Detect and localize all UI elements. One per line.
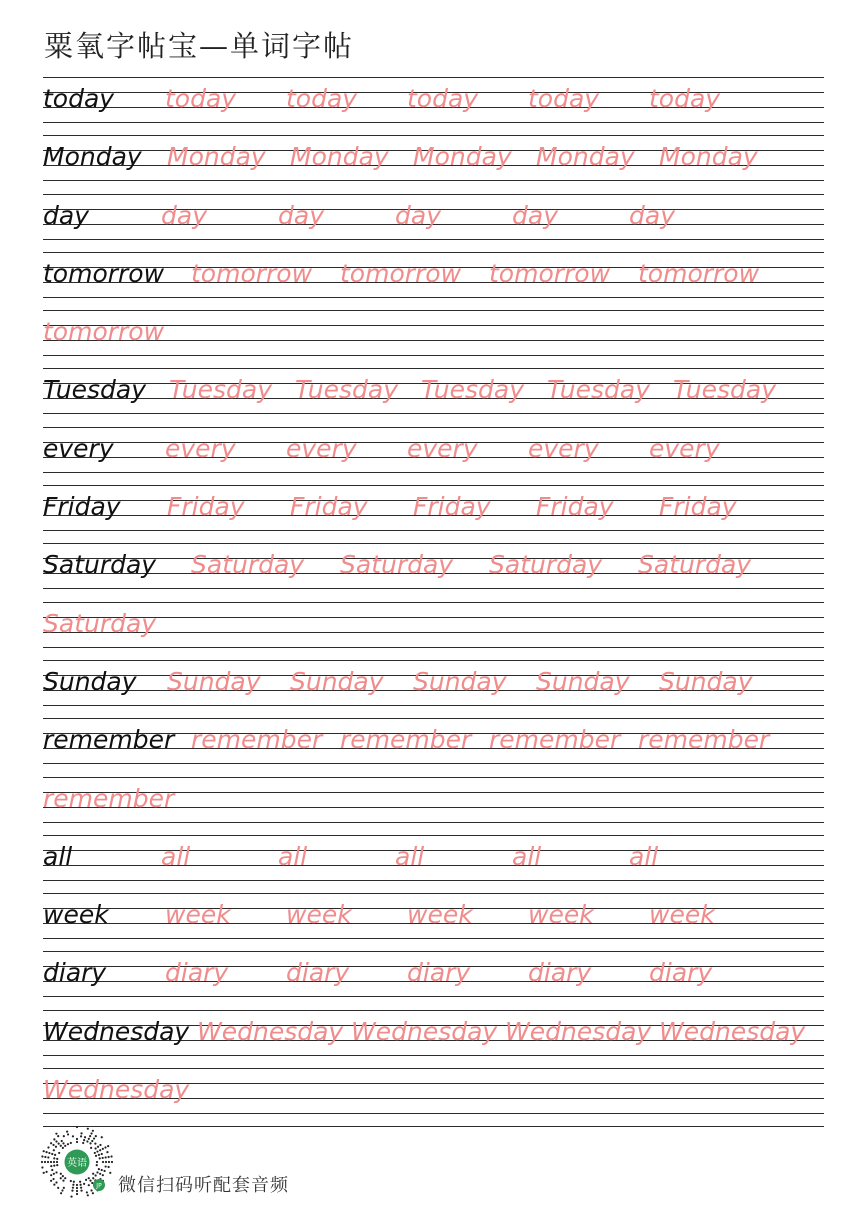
model-word: tomorrow: [43, 258, 165, 288]
trace-word: all: [629, 841, 659, 871]
trace-word: Saturday: [340, 550, 454, 580]
model-word: Monday: [43, 142, 142, 172]
model-word: Wednesday: [43, 1016, 190, 1046]
trace-word: Wednesday: [351, 1016, 498, 1046]
model-word: today: [43, 84, 115, 113]
practice-row: [43, 893, 824, 951]
trace-word: week: [286, 900, 352, 930]
ruling-line: [43, 602, 824, 603]
ruling-line: [43, 893, 824, 894]
trace-word: tomorrow: [340, 258, 462, 288]
trace-word: remember: [191, 725, 323, 755]
page-title: 粟氧字帖宝—单词字帖: [44, 29, 355, 63]
trace-word: day: [161, 200, 207, 230]
trace-word: today: [286, 84, 358, 113]
practice-row: [43, 718, 824, 776]
trace-word: Wednesday: [659, 1016, 806, 1046]
ruling-line: [43, 368, 824, 369]
practice-row: [43, 1010, 824, 1068]
trace-word: remember: [340, 725, 472, 755]
trace-word: every: [649, 433, 720, 463]
practice-row: [43, 777, 824, 835]
trace-word: all: [278, 841, 308, 871]
trace-word: Friday: [290, 492, 368, 522]
ruling-line: [43, 355, 824, 356]
ruling-line: [43, 996, 824, 997]
ruling-line: [43, 413, 824, 414]
ruling-line: [43, 951, 824, 952]
trace-word: Tuesday: [421, 375, 524, 405]
ruling-line: [43, 660, 824, 661]
ruling-line: [43, 647, 824, 648]
trace-word: week: [649, 900, 715, 930]
trace-word: Sunday: [536, 666, 630, 696]
trace-word: Monday: [413, 142, 512, 172]
ruling-line: [43, 588, 824, 589]
ruling-line: [43, 530, 824, 531]
trace-word: tomorrow: [638, 258, 760, 288]
ruling-line: [43, 239, 824, 240]
trace-word: Monday: [536, 142, 635, 172]
practice-row: [43, 660, 824, 718]
trace-word: tomorrow: [489, 258, 611, 288]
model-word: Tuesday: [43, 375, 146, 405]
trace-word: every: [165, 433, 236, 463]
trace-word: day: [629, 200, 675, 230]
ruling-line: [43, 1113, 824, 1114]
ruling-line: [43, 135, 824, 136]
trace-word: diary: [649, 958, 713, 988]
ruling-line: [43, 938, 824, 939]
trace-word: all: [512, 841, 542, 871]
ruling-line: [43, 297, 824, 298]
trace-word: today: [407, 84, 479, 113]
trace-word: Friday: [167, 492, 245, 522]
trace-word: Tuesday: [295, 375, 398, 405]
ruling-line: [43, 1068, 824, 1069]
trace-word: day: [395, 200, 441, 230]
trace-word: diary: [528, 958, 592, 988]
trace-word: Saturday: [489, 550, 603, 580]
trace-word: Sunday: [659, 666, 753, 696]
trace-word: diary: [286, 958, 350, 988]
trace-word: Saturday: [43, 608, 157, 638]
trace-word: Friday: [413, 492, 491, 522]
practice-row: [43, 602, 824, 660]
qr-code[interactable]: [40, 1126, 114, 1200]
trace-word: week: [165, 900, 231, 930]
trace-word: Tuesday: [169, 375, 272, 405]
trace-word: tomorrow: [43, 317, 165, 347]
ruling-line: [43, 252, 824, 253]
trace-word: Saturday: [638, 550, 752, 580]
trace-word: Wednesday: [505, 1016, 652, 1046]
trace-word: Friday: [659, 492, 737, 522]
ruling-line: [43, 543, 824, 544]
trace-word: remember: [638, 725, 770, 755]
trace-word: Monday: [290, 142, 389, 172]
trace-word: Friday: [536, 492, 614, 522]
practice-row: [43, 310, 824, 368]
model-word: Friday: [43, 492, 121, 522]
practice-row: [43, 135, 824, 193]
model-word: week: [43, 900, 109, 930]
ruling-line: [43, 880, 824, 881]
ruling-line: [43, 777, 824, 778]
trace-word: every: [286, 433, 357, 463]
model-word: day: [43, 200, 89, 230]
trace-word: Sunday: [290, 666, 384, 696]
practice-sheet: [43, 77, 824, 1127]
trace-word: tomorrow: [191, 258, 313, 288]
ruling-line: [43, 180, 824, 181]
trace-word: Wednesday: [197, 1016, 344, 1046]
trace-word: all: [395, 841, 425, 871]
trace-word: Tuesday: [673, 375, 776, 405]
ruling-line: [43, 194, 824, 195]
trace-word: every: [407, 433, 478, 463]
ruling-line: [43, 310, 824, 311]
practice-row: [43, 252, 824, 310]
ruling-line: [43, 632, 824, 633]
trace-word: Monday: [167, 142, 266, 172]
footer-caption: 微信扫码听配套音频: [118, 1175, 289, 1196]
qr-badge-label: 英语: [67, 1158, 87, 1169]
model-word: all: [43, 841, 73, 871]
trace-word: all: [161, 841, 191, 871]
ruling-line: [43, 1010, 824, 1011]
trace-word: today: [649, 84, 721, 113]
trace-word: week: [407, 900, 473, 930]
trace-word: diary: [165, 958, 229, 988]
model-word: diary: [43, 958, 107, 988]
practice-row: [43, 77, 824, 135]
practice-row: [43, 485, 824, 543]
trace-word: week: [528, 900, 594, 930]
trace-word: Saturday: [191, 550, 305, 580]
ruling-line: [43, 122, 824, 123]
trace-word: today: [528, 84, 600, 113]
practice-row: [43, 543, 824, 601]
ruling-line: [43, 77, 824, 78]
ruling-line: [43, 763, 824, 764]
practice-row: [43, 368, 824, 426]
ruling-line: [43, 617, 824, 618]
ruling-line: [43, 718, 824, 719]
trace-word: diary: [407, 958, 471, 988]
practice-row: [43, 194, 824, 252]
ruling-line: [43, 1055, 824, 1056]
trace-word: remember: [489, 725, 621, 755]
practice-row: [43, 427, 824, 485]
practice-row: [43, 1068, 824, 1126]
trace-word: day: [512, 200, 558, 230]
trace-word: Monday: [659, 142, 758, 172]
model-word: Sunday: [43, 666, 137, 696]
model-word: every: [43, 433, 114, 463]
trace-word: every: [528, 433, 599, 463]
trace-word: Tuesday: [547, 375, 650, 405]
footer: [40, 1126, 340, 1206]
trace-word: today: [165, 84, 237, 113]
practice-row: [43, 835, 824, 893]
trace-word: Sunday: [167, 666, 261, 696]
trace-word: Wednesday: [43, 1075, 190, 1105]
ruling-line: [43, 822, 824, 823]
trace-word: remember: [43, 783, 175, 813]
ruling-line: [43, 705, 824, 706]
trace-word: day: [278, 200, 324, 230]
model-word: Saturday: [43, 550, 157, 580]
ruling-line: [43, 427, 824, 428]
model-word: remember: [43, 725, 175, 755]
trace-word: Sunday: [413, 666, 507, 696]
qr-corner-label: JP: [96, 1182, 102, 1190]
ruling-line: [43, 485, 824, 486]
ruling-line: [43, 835, 824, 836]
practice-row: [43, 951, 824, 1009]
ruling-line: [43, 472, 824, 473]
